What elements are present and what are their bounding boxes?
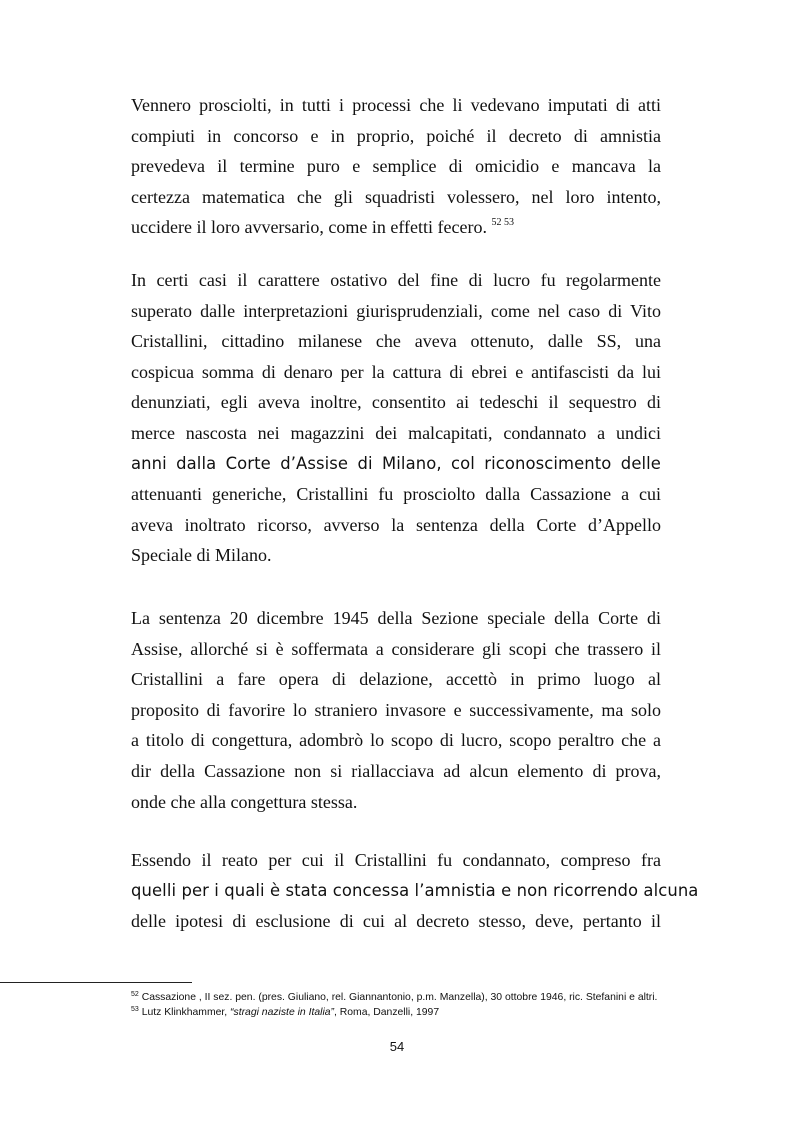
text-line: compiuti in concorso e in proprio, poiché il decreto di amnistia (131, 125, 661, 146)
text-line: Cristallini a fare opera di delazione, accettò in primo luogo al (131, 669, 661, 690)
footnote-reference[interactable]: 52 53 (491, 217, 514, 229)
text-line: Vennero prosciolti, in tutti i processi che li vedevano imputati di atti (131, 95, 661, 115)
text-line: dir della Cassazione non si riallacciava ad alcun elemento di prova, (131, 760, 661, 781)
text-line-content: uccidere il loro avversario, come in effetti fecero. (131, 217, 487, 238)
text-line: a titolo di congettura, adombrò lo scopo di lucro, scopo peraltro che a (131, 730, 661, 751)
footnote-number: 53 (131, 1006, 139, 1013)
paragraph-4 (131, 845, 699, 937)
footnote-text: Cassazione , II sez. pen. (pres. Giuliano, rel. Giannantonio, p.m. Manzella), 30 ottobre 1946, ric. Stefanini e altri. (141, 992, 658, 1003)
text-line: attenuanti generiche, Cristallini fu prosciolto dalla Cassazione a cui (131, 484, 661, 505)
footnote-title: “stragi naziste in Italia” (230, 1007, 334, 1018)
text-line (131, 510, 661, 541)
text-line: In certi casi il carattere ostativo del fine di lucro fu regolarmente (131, 270, 661, 290)
text-line (131, 212, 661, 243)
text-line: anni dalla Corte d’Assise di Milano, col riconoscimento delle (131, 453, 661, 473)
page-number: 54 (389, 1039, 405, 1054)
text-line: merce nascosta nei magazzini dei malcapitati, condannato a undici (131, 422, 661, 443)
footnotes (131, 990, 671, 1020)
text-line: superato dalle interpretazioni giurisprudenziali, come nel caso di Vito (131, 300, 661, 321)
footnote-number: 52 (131, 991, 139, 998)
text-line: certezza matematica che gli squadristi volessero, nel loro intento, (131, 186, 661, 207)
text-line: denunziati, egli aveva inoltre, consentito ai tedeschi il sequestro di (131, 392, 661, 413)
footnote-author: Lutz Klinkhammer, (141, 1007, 228, 1018)
text-line: cospicua somma di denaro per la cattura di ebrei e antifascisti da lui (131, 361, 661, 382)
text-line: delle ipotesi di esclusione di cui al decreto stesso, deve, pertanto il (131, 911, 661, 932)
paragraph-1 (131, 90, 661, 243)
paragraph-2 (131, 265, 661, 571)
text-line: onde che alla congettura stessa. (131, 791, 358, 812)
footnote-53 (131, 1005, 671, 1020)
text-line: La sentenza 20 dicembre 1945 della Sezione speciale della Corte di (131, 608, 661, 628)
text-line: Cristallini, cittadino milanese che aveva ottenuto, dalle SS, una (131, 331, 661, 352)
text-line: quelli per i quali è stata concessa l’amnistia e non ricorrendo alcuna (131, 880, 699, 900)
text-line: Speciale di Milano. (131, 545, 272, 566)
footnote-52 (131, 990, 671, 1005)
text-line: proposito di favorire lo straniero invasore e successivamente, ma solo (131, 699, 661, 720)
paragraph-3 (131, 603, 661, 817)
text-line-content: aveva inoltrato ricorso, avverso la sentenza della Corte d’Appello (131, 514, 661, 535)
footnote-separator (0, 982, 192, 983)
text-line: prevedeva il termine puro e semplice di omicidio e mancava la (131, 156, 661, 177)
text-line: Assise, allorché si è soffermata a considerare gli scopi che trassero il (131, 638, 661, 659)
footnote-publication: , Roma, Danzelli, 1997 (334, 1007, 440, 1018)
text-line: Essendo il reato per cui il Cristallini fu condannato, compreso fra (131, 850, 661, 870)
